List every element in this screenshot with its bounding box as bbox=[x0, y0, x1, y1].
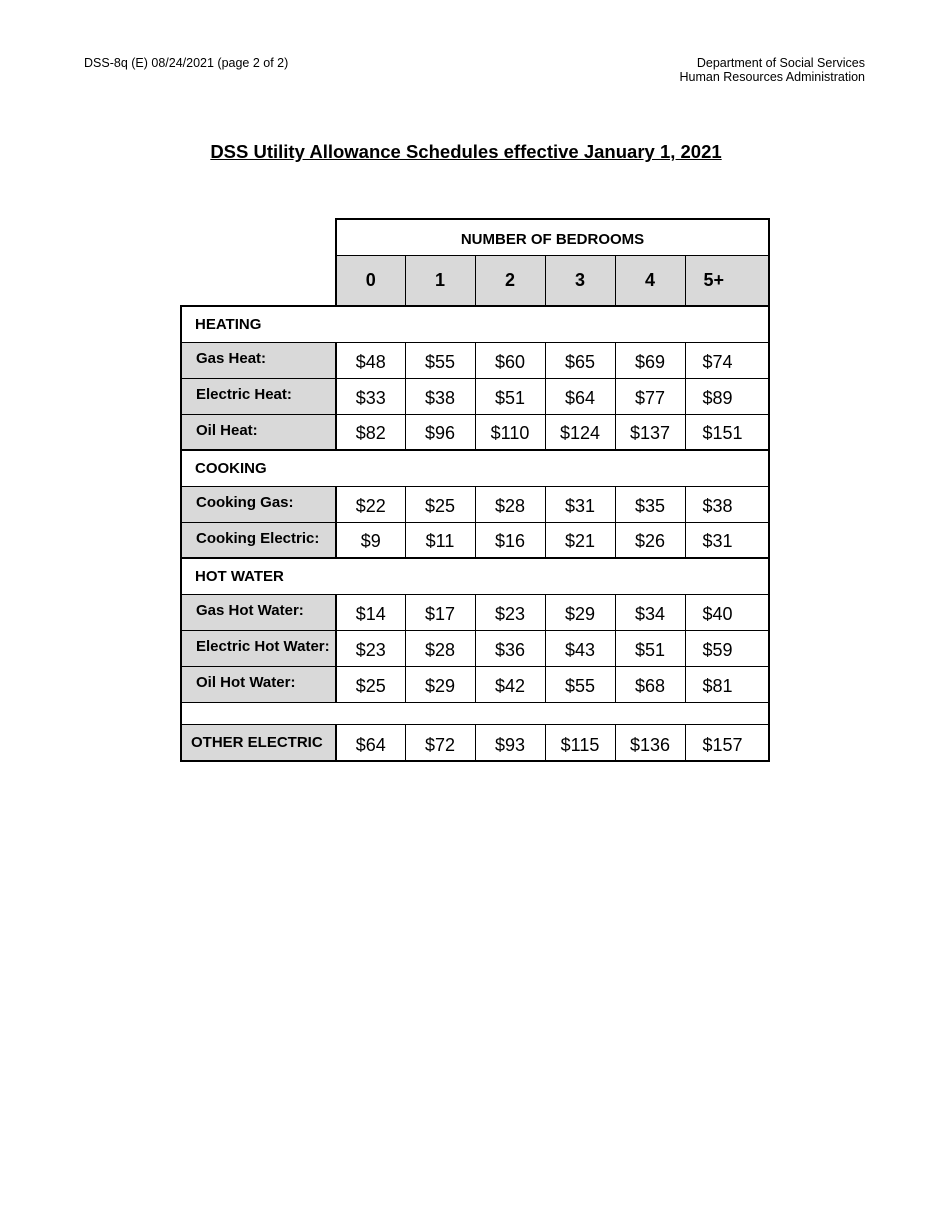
bedroom-count-header: 2 bbox=[475, 255, 545, 306]
allowance-value: $81 bbox=[685, 666, 769, 702]
allowance-value: $65 bbox=[545, 342, 615, 378]
allowance-value: $35 bbox=[615, 486, 685, 522]
agency-name bbox=[680, 56, 866, 84]
section-row bbox=[181, 450, 769, 486]
allowance-value: $28 bbox=[475, 486, 545, 522]
allowance-value: $55 bbox=[545, 666, 615, 702]
allowance-value: $29 bbox=[545, 594, 615, 630]
spacer-row bbox=[181, 702, 769, 724]
section-heading: COOKING bbox=[181, 450, 769, 486]
section-row bbox=[181, 558, 769, 594]
allowance-value: $38 bbox=[405, 378, 475, 414]
allowance-value: $21 bbox=[545, 522, 615, 558]
allowance-value: $31 bbox=[685, 522, 769, 558]
utility-allowance-table bbox=[180, 218, 770, 762]
bedroom-header-row bbox=[181, 255, 769, 306]
allowance-value: $25 bbox=[336, 666, 405, 702]
bedrooms-group-header: NUMBER OF BEDROOMS bbox=[336, 219, 769, 255]
allowance-value: $124 bbox=[545, 414, 615, 450]
allowance-value: $51 bbox=[615, 630, 685, 666]
allowance-value: $64 bbox=[545, 378, 615, 414]
corner-blank bbox=[181, 219, 336, 255]
allowance-value: $43 bbox=[545, 630, 615, 666]
allowance-value: $9 bbox=[336, 522, 405, 558]
allowance-value: $23 bbox=[475, 594, 545, 630]
allowance-value: $82 bbox=[336, 414, 405, 450]
agency-line-2: Human Resources Administration bbox=[679, 70, 865, 84]
allowance-value: $23 bbox=[336, 630, 405, 666]
group-header-row bbox=[181, 219, 769, 255]
allowance-value: $38 bbox=[685, 486, 769, 522]
allowance-value: $151 bbox=[685, 414, 769, 450]
allowance-value: $40 bbox=[685, 594, 769, 630]
allowance-value: $96 bbox=[405, 414, 475, 450]
table-row bbox=[181, 666, 769, 702]
row-label: Gas Hot Water: bbox=[181, 594, 336, 630]
table-row bbox=[181, 486, 769, 522]
allowance-value: $22 bbox=[336, 486, 405, 522]
allowance-value: $28 bbox=[405, 630, 475, 666]
other-electric-row bbox=[181, 724, 769, 761]
allowance-value: $77 bbox=[615, 378, 685, 414]
allowance-value: $69 bbox=[615, 342, 685, 378]
allowance-value: $74 bbox=[685, 342, 769, 378]
agency-line-1: Department of Social Services bbox=[696, 56, 865, 70]
row-label: Electric Hot Water: bbox=[181, 630, 336, 666]
allowance-value: $48 bbox=[336, 342, 405, 378]
bedroom-count-header: 1 bbox=[405, 255, 475, 306]
allowance-value: $33 bbox=[336, 378, 405, 414]
allowance-value: $136 bbox=[615, 724, 685, 761]
allowance-value: $59 bbox=[685, 630, 769, 666]
label-blank bbox=[181, 255, 336, 306]
allowance-value: $68 bbox=[615, 666, 685, 702]
allowance-value: $55 bbox=[405, 342, 475, 378]
table-row bbox=[181, 378, 769, 414]
section-heading: HEATING bbox=[181, 306, 769, 342]
allowance-value: $72 bbox=[405, 724, 475, 761]
allowance-value: $115 bbox=[545, 724, 615, 761]
spacer-cell bbox=[181, 702, 769, 724]
table-row bbox=[181, 522, 769, 558]
bedroom-count-header: 3 bbox=[545, 255, 615, 306]
allowance-value: $51 bbox=[475, 378, 545, 414]
allowance-value: $93 bbox=[475, 724, 545, 761]
table-row bbox=[181, 594, 769, 630]
row-label: Gas Heat: bbox=[181, 342, 336, 378]
allowance-value: $36 bbox=[475, 630, 545, 666]
allowance-value: $64 bbox=[336, 724, 405, 761]
allowance-value: $110 bbox=[475, 414, 545, 450]
row-label: Oil Hot Water: bbox=[181, 666, 336, 702]
allowance-value: $11 bbox=[405, 522, 475, 558]
allowance-value: $16 bbox=[475, 522, 545, 558]
allowance-value: $157 bbox=[685, 724, 769, 761]
table-row bbox=[181, 342, 769, 378]
allowance-value: $89 bbox=[685, 378, 769, 414]
bedroom-count-header: 5+ bbox=[685, 255, 769, 306]
bedroom-count-header: 0 bbox=[336, 255, 405, 306]
section-heading: HOT WATER bbox=[181, 558, 769, 594]
allowance-value: $17 bbox=[405, 594, 475, 630]
row-label: Cooking Electric: bbox=[181, 522, 336, 558]
allowance-value: $137 bbox=[615, 414, 685, 450]
form-id: DSS-8q (E) 08/24/2021 (page 2 of 2) bbox=[84, 56, 289, 70]
allowance-value: $31 bbox=[545, 486, 615, 522]
allowance-value: $26 bbox=[615, 522, 685, 558]
table-row bbox=[181, 414, 769, 450]
section-row bbox=[181, 306, 769, 342]
page-title: DSS Utility Allowance Schedules effective January 1, 2021 bbox=[210, 141, 722, 162]
row-label: Cooking Gas: bbox=[181, 486, 336, 522]
allowance-value: $14 bbox=[336, 594, 405, 630]
allowance-value: $42 bbox=[475, 666, 545, 702]
allowance-value: $25 bbox=[405, 486, 475, 522]
row-label: Electric Heat: bbox=[181, 378, 336, 414]
other-electric-label: OTHER ELECTRIC bbox=[181, 724, 336, 761]
table-row bbox=[181, 630, 769, 666]
bedroom-count-header: 4 bbox=[615, 255, 685, 306]
allowance-value: $29 bbox=[405, 666, 475, 702]
allowance-value: $60 bbox=[475, 342, 545, 378]
row-label: Oil Heat: bbox=[181, 414, 336, 450]
allowance-value: $34 bbox=[615, 594, 685, 630]
